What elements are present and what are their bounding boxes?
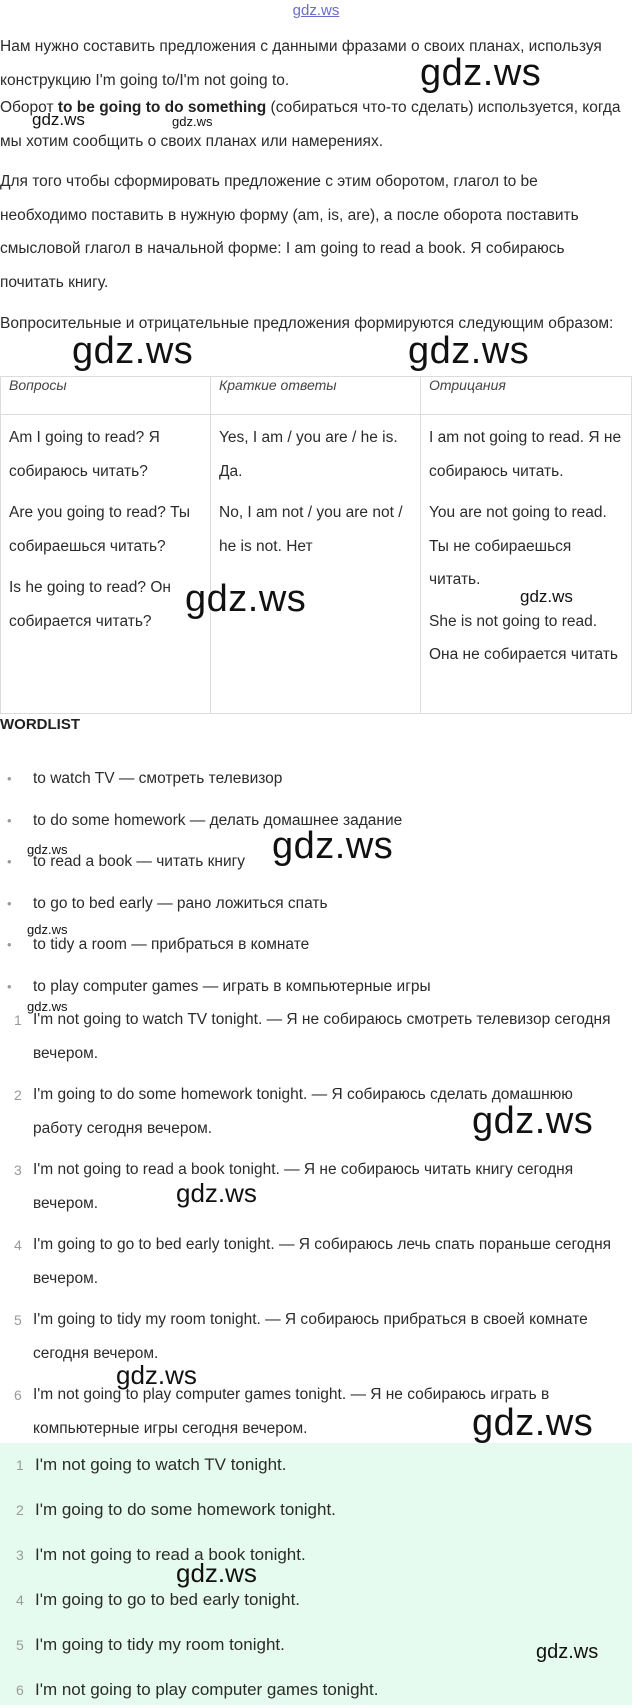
p2-bold-phrase: to be going to do something <box>57 99 267 116</box>
watermark: gdz.ws <box>408 330 530 372</box>
question-item: Are you going to read? Ты собираешься читать? <box>9 504 191 555</box>
watermark: gdz.ws <box>536 1641 599 1663</box>
header-negations: Отрицания <box>421 377 632 415</box>
answer-item <box>0 1447 632 1483</box>
list-item <box>0 762 620 796</box>
bullet-icon: • <box>7 979 12 994</box>
item-number: 6 <box>14 1387 22 1403</box>
item-number: 3 <box>16 1547 24 1563</box>
negation-item: You are not going to read. Ты не собираешься читать. <box>429 504 607 588</box>
wordlist-title: WORDLIST <box>0 716 80 733</box>
item-number: 5 <box>14 1312 22 1328</box>
answer-text: I'm not going to watch TV tonight. <box>35 1455 287 1474</box>
answer-text: I'm going to tidy my room tonight. <box>35 1635 285 1654</box>
answer-item <box>0 1672 632 1708</box>
intro-paragraph-3: Для того чтобы сформировать предложение с этим оборотом, глагол to be необходимо поставить в нужную форму (am, is, are), а после оборота поставить смысловой глагол в начальной форме: I am going to read a book. Я собираюсь почитать книгу. <box>0 173 579 291</box>
table-header-row <box>1 377 632 415</box>
item-number: 1 <box>14 1012 22 1028</box>
translation-text: I'm not going to read a book tonight. — Я не собираюсь читать книгу сегодня вечером. <box>33 1161 574 1212</box>
watermark: gdz.ws <box>72 330 194 372</box>
answer-item <box>0 1537 632 1573</box>
watermark: gdz.ws <box>27 842 68 857</box>
translation-text: I'm going to do some homework tonight. — Я собираюсь сделать домашнюю работу сегодня вечером. <box>33 1086 573 1137</box>
watermark: gdz.ws <box>172 114 213 129</box>
watermark: gdz.ws <box>176 1178 257 1208</box>
intro-paragraph-2 <box>0 91 628 158</box>
intro-paragraph-1: Нам нужно составить предложения с данными фразами о своих планах, используя конструкцию I'm going to/I'm not going to. <box>0 38 602 89</box>
bullet-icon: • <box>7 813 12 828</box>
watermark: gdz.ws <box>32 110 85 129</box>
intro-paragraph-4: Вопросительные и отрицательные предложения формируются следующим образом: <box>0 315 614 332</box>
watermark: gdz.ws <box>176 1558 257 1588</box>
item-number: 5 <box>16 1637 24 1653</box>
questions-cell <box>1 415 211 714</box>
answer-text: I'm going to go to bed early tonight. <box>35 1590 301 1609</box>
watermark: gdz.ws <box>272 825 394 867</box>
watermark: gdz.ws <box>472 1100 594 1142</box>
watermark: gdz.ws <box>420 52 542 94</box>
answer-item <box>0 1582 632 1618</box>
watermark: gdz.ws <box>116 1360 197 1390</box>
wordlist-item-text: to read a book — читать книгу <box>33 853 246 870</box>
watermark: gdz.ws <box>27 999 68 1014</box>
negation-item: She is not going to read. Она не собирается читать <box>429 612 618 663</box>
answer-text: I'm not going to play computer games tonight. <box>35 1680 379 1699</box>
answer-text: I'm going to do some homework tonight. <box>35 1500 336 1519</box>
negation-item: I am not going to read. Я не собираюсь читать. <box>429 429 622 480</box>
watermark: gdz.ws <box>472 1402 594 1444</box>
bullet-icon: • <box>7 937 12 952</box>
item-number: 4 <box>14 1237 22 1253</box>
translation-text: I'm going to go to bed early tonight. — Я собираюсь лечь спать пораньше сегодня вечером. <box>33 1236 612 1287</box>
wordlist-item-text: to play computer games — играть в компьютерные игры <box>33 978 431 995</box>
bullet-icon: • <box>7 771 12 786</box>
bullet-icon: • <box>7 896 12 911</box>
watermark: gdz.ws <box>520 587 573 606</box>
grammar-table <box>0 376 632 714</box>
item-number: 6 <box>16 1682 24 1698</box>
answer-item <box>0 1492 632 1528</box>
header-questions: Вопросы <box>1 377 211 415</box>
list-item <box>0 928 620 962</box>
wordlist-item-text: to do some homework — делать домашнее задание <box>33 812 403 829</box>
watermark: gdz.ws <box>185 578 307 620</box>
bullet-icon: • <box>7 854 12 869</box>
short-answer-item: Yes, I am / you are / he is. Да. <box>219 429 398 480</box>
item-number: 3 <box>14 1162 22 1178</box>
question-item: Am I going to read? Я собираюсь читать? <box>9 429 160 480</box>
list-item <box>0 887 620 921</box>
negations-cell <box>421 415 632 714</box>
translation-text: I'm not going to play computer games tonight. — Я не собираюсь играть в компьютерные игры сегодня вечером. <box>33 1386 550 1437</box>
list-item <box>0 970 620 1004</box>
p2-suffix: (собираться что-то сделать) используется, когда мы хотим сообщить о своих планах или намерениях. <box>0 99 621 150</box>
site-logo-link[interactable]: gdz.ws <box>292 2 340 19</box>
translation-text: I'm going to tidy my room tonight. — Я собираюсь прибраться в своей комнате сегодня вечером. <box>33 1311 588 1362</box>
wordlist-item-text: to tidy a room — прибраться в комнате <box>33 936 310 953</box>
question-item: Is he going to read? Он собирается читать? <box>9 579 171 630</box>
answer-text: I'm not going to read a book tonight. <box>35 1545 306 1564</box>
translation-item <box>0 1228 625 1296</box>
item-number: 4 <box>16 1592 24 1608</box>
translation-text: I'm not going to watch TV tonight. — Я не собираюсь смотреть телевизор сегодня вечером. <box>33 1011 611 1062</box>
item-number: 2 <box>14 1087 22 1103</box>
translation-item <box>0 1303 625 1371</box>
wordlist-item-text: to go to bed early — рано ложиться спать <box>33 895 328 912</box>
translation-item <box>0 1003 625 1071</box>
short-answers-cell <box>211 415 421 714</box>
watermark: gdz.ws <box>27 922 68 937</box>
short-answer-item: No, I am not / you are not / he is not. Нет <box>219 504 403 555</box>
wordlist-item-text: to watch TV — смотреть телевизор <box>33 770 283 787</box>
header-short-answers: Краткие ответы <box>211 377 421 415</box>
translation-item <box>0 1153 625 1221</box>
answers-block <box>0 1443 632 1705</box>
item-number: 1 <box>16 1457 24 1473</box>
table-row <box>1 415 632 714</box>
item-number: 2 <box>16 1502 24 1518</box>
p2-prefix: Оборот <box>0 99 58 116</box>
